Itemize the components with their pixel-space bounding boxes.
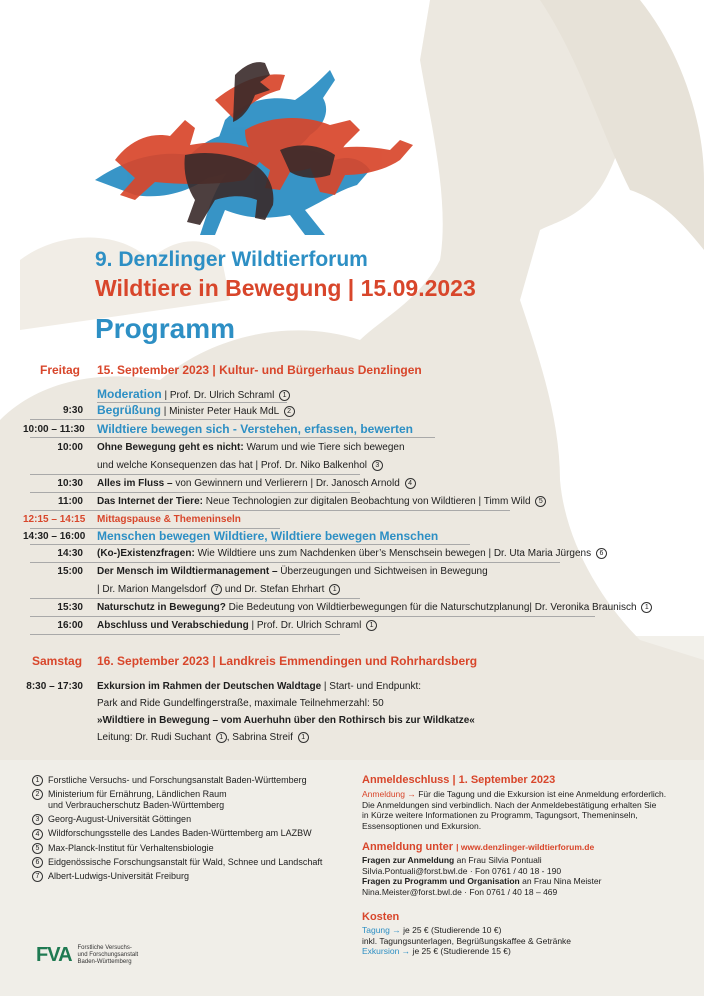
- footnote-ref: 7: [211, 584, 222, 595]
- divider: [30, 510, 510, 511]
- footnote-ref: 6: [596, 548, 607, 559]
- talk-row-1: [97, 442, 405, 453]
- registration-text: Essensoptionen und Exkursion.: [362, 820, 482, 831]
- talk-title: Naturschutz in Bewegung?: [97, 602, 226, 614]
- contact-1: [362, 855, 692, 866]
- excursion-line-3: »Wildtiere in Bewegung – vom Auerhuhn über den Rothirsch bis zur Wildkatze«: [97, 715, 475, 726]
- talk-title: (Ko-)Existenzfragen:: [97, 548, 195, 560]
- time-label: 10:30: [57, 478, 83, 489]
- footnote-item-cont: [32, 800, 352, 811]
- registration-panel: [362, 774, 692, 957]
- event-subtitle: Wildtiere in Bewegung | 15.09.2023: [95, 275, 476, 301]
- cost-label: Exkursion →: [362, 946, 411, 956]
- cost-conference: [362, 925, 692, 936]
- talk-text: Neue Technologien zur digitalen Beobachtung von Wildtieren | Timm Wild: [202, 496, 531, 508]
- talk-text: von Gewinnern und Verlierern | Dr. Janosch Arnold: [172, 478, 400, 490]
- talk-text: und welche Konsequenzen das hat | Prof. Dr. Niko Balkenhol: [97, 460, 367, 472]
- footnote-text: Albert-Ludwigs-Universität Freiburg: [48, 870, 190, 881]
- time-label: 15:00: [57, 566, 83, 577]
- footnote-number: 6: [32, 857, 43, 868]
- talk-text: Die Bedeutung von Wildtierbewegungen für die Naturschutzplanung| Dr. Veronika Braunisch: [225, 602, 637, 614]
- time-label: 14:30 – 16:00: [23, 531, 86, 542]
- section-title-2: Menschen bewegen Wildtiere, Wildtiere bewegen Menschen: [97, 529, 439, 543]
- fva-logo: [36, 944, 138, 967]
- fva-logo-text: [78, 945, 139, 966]
- talk-title: Abschluss und Verabschiedung: [97, 620, 249, 632]
- time-label: 9:30: [62, 405, 83, 416]
- excursion-text: , Sabrina Streif: [226, 732, 293, 744]
- registration-text: Die Anmeldungen sind verbindlich. Nach der Anmeldebestätigung erhalten Sie: [362, 799, 657, 810]
- contact-person: an Frau Nina Meister: [519, 876, 602, 886]
- talk-title: Das Internet der Tiere:: [97, 496, 203, 508]
- divider: [30, 598, 360, 599]
- time-label: 10:00: [57, 442, 83, 453]
- friday-day-label: Freitag: [40, 363, 81, 377]
- talk-text: | Dr. Marion Mangelsdorf: [97, 584, 207, 596]
- talk-title: Der Mensch im Wildtiermanagement –: [97, 566, 278, 577]
- moderation-row: [97, 387, 290, 401]
- talk-title: Alles im Fluss –: [97, 478, 173, 490]
- footnote-text: Georg-August-Universität Göttingen: [48, 814, 192, 825]
- talk-row-2: [97, 478, 416, 489]
- contact-person: an Frau Silvia Pontuali: [454, 855, 542, 865]
- footnote-number: 1: [32, 775, 43, 786]
- excursion-title: Exkursion im Rahmen der Deutschen Waldtage: [97, 681, 322, 692]
- animal-logo: [95, 60, 415, 235]
- contact-label: Fragen zu Programm und Organisation: [362, 876, 520, 886]
- registration-text: [362, 789, 692, 800]
- footnote-ref: 3: [372, 460, 383, 471]
- excursion-text: | Start- und Endpunkt:: [321, 681, 422, 692]
- footnote-item: [32, 775, 352, 786]
- footnotes-list: [32, 775, 352, 882]
- program-heading: Programm: [95, 313, 236, 344]
- talk-text: Überzeugungen und Sichtweisen in Bewegung: [277, 566, 488, 577]
- footnote-number: 3: [32, 814, 43, 825]
- section-title-1: Wildtiere bewegen sich - Verstehen, erfassen, bewerten: [97, 422, 414, 436]
- talk-text: Wie Wildtiere uns zum Nachdenken über’s Menschsein bewegen | Dr. Uta Maria Jürgens: [194, 548, 592, 560]
- footnote-item: [32, 843, 352, 854]
- register-at-heading: [362, 841, 692, 853]
- moderation-label: Moderation: [97, 387, 162, 401]
- saturday-day-label: Samstag: [32, 654, 83, 668]
- talk-title: Ohne Bewegung geht es nicht:: [97, 442, 244, 453]
- footnote-item: [32, 828, 352, 839]
- divider: [30, 616, 595, 617]
- footnote-number: 4: [32, 829, 43, 840]
- contact-email-phone[interactable]: Nina.Meister@forst.bwl.de · Fon 0761 / 40 18 – 469: [362, 886, 558, 897]
- talk-row-1b: [97, 460, 383, 471]
- talk-row-7: [97, 620, 377, 631]
- contact-2: [362, 876, 692, 887]
- friday-heading: 15. September 2023 | Kultur- und Bürgerhaus Denzlingen: [97, 363, 422, 377]
- footnote-number: 7: [32, 871, 43, 882]
- deadline-label: Anmeldeschluss: [362, 774, 450, 786]
- cost-value: je 25 € (Studierende 10 €): [400, 925, 502, 935]
- talk-text: und Dr. Stefan Ehrhart: [224, 584, 325, 596]
- registration-label: Anmeldung →: [362, 789, 416, 799]
- footnote-item: [32, 857, 352, 868]
- footnote-text: Forstliche Versuchs- und Forschungsanstalt Baden-Württemberg: [48, 775, 307, 785]
- greeting-text: | Minister Peter Hauk MdL: [163, 406, 279, 417]
- deadline-heading: [362, 774, 692, 786]
- time-label: 15:30: [57, 602, 83, 613]
- divider: [30, 437, 435, 438]
- moderation-text: | Prof. Dr. Ulrich Schraml: [164, 390, 275, 401]
- footnote-number: 5: [32, 843, 43, 854]
- divider: [30, 544, 470, 545]
- time-label: 8:30 – 17:30: [26, 681, 83, 692]
- contact-label: Fragen zur Anmeldung: [362, 855, 455, 865]
- divider: [30, 492, 360, 493]
- divider: [30, 634, 340, 635]
- footnote-ref: 1: [298, 732, 309, 743]
- footnote-ref: 2: [284, 406, 295, 417]
- footnote-ref: 1: [366, 620, 377, 631]
- talk-text: Warum und wie Tiere sich bewegen: [243, 442, 405, 453]
- footnote-item: [32, 789, 352, 800]
- footnote-text: Max-Planck-Institut für Verhaltensbiologie: [48, 842, 214, 853]
- footnote-text: und Verbraucherschutz Baden-Württemberg: [48, 800, 225, 811]
- divider: [30, 474, 360, 475]
- excursion-text: Leitung: Dr. Rudi Suchant: [97, 732, 211, 744]
- excursion-line-2: Park and Ride Gundelfingerstraße, maximale Teilnehmerzahl: 50: [97, 698, 384, 709]
- footnote-ref: 1: [279, 390, 290, 401]
- register-at-label: Anmeldung unter: [362, 841, 454, 853]
- fva-logo-line: Baden-Württemberg: [77, 959, 132, 965]
- forum-title: 9. Denzlinger Wildtierforum: [95, 248, 368, 271]
- fva-logo-mark: FVA: [36, 944, 72, 966]
- cost-includes: inkl. Tagungsunterlagen, Begrüßungskaffee & Getränke: [362, 935, 572, 946]
- footnote-item: [32, 871, 352, 882]
- talk-row-5: [97, 566, 488, 577]
- saturday-heading: 16. September 2023 | Landkreis Emmendingen und Rohrhardsberg: [97, 654, 478, 668]
- time-label-lunch: 12:15 – 14:15: [23, 514, 86, 525]
- registration-note: Für die Tagung und die Exkursion ist eine Anmeldung erforderlich.: [415, 789, 667, 799]
- footnote-ref: 1: [329, 584, 340, 595]
- footnote-number: 2: [32, 789, 43, 800]
- time-label: 11:00: [57, 496, 83, 507]
- talk-row-3: [97, 496, 546, 507]
- cost-value: je 25 € (Studierende 15 €): [410, 946, 511, 956]
- time-label: 16:00: [57, 620, 83, 631]
- fva-logo-line: und Forschungsanstalt: [77, 952, 139, 958]
- fva-logo-line: Forstliche Versuchs-: [77, 945, 132, 951]
- excursion-line-4: [97, 732, 309, 743]
- footnote-text: Ministerium für Ernährung, Ländlichen Raum: [48, 789, 227, 800]
- excursion-line-1: [97, 681, 421, 692]
- time-label: 14:30: [57, 548, 83, 559]
- registration-text: in Kürze weitere Informationen zu Programm, Tagungsort, Themeninseln,: [362, 810, 638, 820]
- cost-excursion: [362, 946, 692, 957]
- talk-row-4: [97, 548, 607, 559]
- time-label: 10:00 – 11:30: [23, 424, 85, 435]
- footnote-item: [32, 814, 352, 825]
- footnote-ref: 4: [405, 478, 416, 489]
- footnote-text: Eidgenössische Forschungsanstalt für Wald, Schnee und Landschaft: [48, 856, 323, 867]
- footnote-ref: 1: [216, 732, 227, 743]
- talk-text: | Prof. Dr. Ulrich Schraml: [248, 620, 362, 632]
- greeting-row: [97, 403, 295, 417]
- footnote-text: Wildforschungsstelle des Landes Baden-Württemberg am LAZBW: [48, 828, 312, 839]
- costs-heading: Kosten: [362, 911, 400, 923]
- footnote-ref: 1: [641, 602, 652, 613]
- deadline-date: | 1. September 2023: [452, 774, 556, 786]
- talk-row-6: [97, 602, 652, 613]
- contact-email-phone[interactable]: Silvia.Pontuali@forst.bwl.de · Fon 0761 / 40 18 - 190: [362, 865, 562, 876]
- divider: [30, 562, 560, 563]
- talk-row-5b: [97, 584, 340, 595]
- lunch-break: Mittagspause & Themeninseln: [97, 514, 241, 525]
- cost-label: Tagung →: [362, 925, 401, 935]
- register-url-link[interactable]: | www.denzlinger-wildtierforum.de: [456, 842, 595, 852]
- divider: [30, 419, 290, 420]
- greeting-label: Begrüßung: [97, 403, 161, 417]
- footnote-ref: 5: [535, 496, 546, 507]
